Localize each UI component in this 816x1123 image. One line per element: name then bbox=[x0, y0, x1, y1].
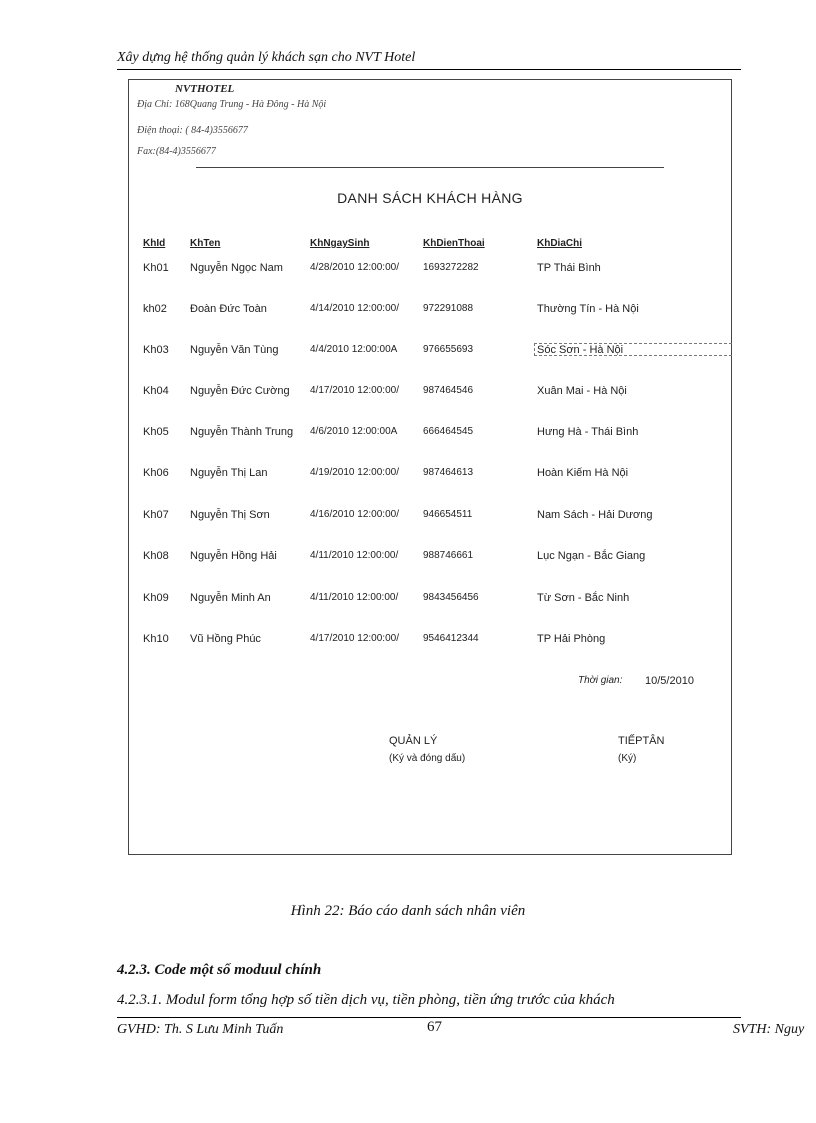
row-address: Thường Tín - Hà Nội bbox=[537, 303, 639, 315]
report-time-label: Thời gian: bbox=[578, 675, 623, 686]
row-phone: 9546412344 bbox=[423, 633, 479, 644]
row-id: Kh08 bbox=[143, 550, 169, 562]
row-id: Kh09 bbox=[143, 592, 169, 604]
row-phone: 666464545 bbox=[423, 426, 474, 437]
row-address: Sóc Sơn - Hà Nội bbox=[537, 344, 624, 356]
page-number: 67 bbox=[427, 1019, 442, 1035]
row-birthdate: 4/11/2010 12:00:00/ bbox=[310, 592, 399, 603]
column-header-address: KhDiaChi bbox=[537, 238, 582, 249]
row-name: Nguyễn Hồng Hải bbox=[190, 550, 277, 562]
row-name: Đoàn Đức Toàn bbox=[190, 303, 267, 315]
row-name: Vũ Hồng Phúc bbox=[190, 633, 261, 645]
row-birthdate: 4/17/2010 12:00:00/ bbox=[310, 633, 399, 644]
row-id: Kh05 bbox=[143, 426, 169, 438]
reception-label: TIẾPTÂN bbox=[618, 735, 665, 747]
row-name: Nguyễn Thị Sơn bbox=[190, 509, 270, 521]
report-company-name: NVTHOTEL bbox=[175, 83, 235, 95]
document-header: Xây dựng hệ thống quản lý khách sạn cho NVT Hotel bbox=[117, 50, 416, 65]
row-address: TP Thái Bình bbox=[537, 262, 601, 274]
row-id: Kh01 bbox=[143, 262, 169, 274]
footer-instructor: GVHD: Th. S Lưu Minh Tuấn bbox=[117, 1022, 284, 1037]
row-phone: 988746661 bbox=[423, 550, 474, 561]
row-id: Kh07 bbox=[143, 509, 169, 521]
row-id: Kh04 bbox=[143, 385, 169, 397]
column-header-birthdate: KhNgaySinh bbox=[310, 238, 370, 249]
row-name: Nguyễn Minh An bbox=[190, 592, 271, 604]
report-phone: Điện thoại: ( 84-4)3556677 bbox=[137, 125, 248, 136]
row-birthdate: 4/6/2010 12:00:00A bbox=[310, 426, 398, 437]
row-name: Nguyễn Thành Trung bbox=[190, 426, 294, 438]
row-id: Kh03 bbox=[143, 344, 169, 356]
row-address: Từ Sơn - Bắc Ninh bbox=[537, 592, 630, 604]
row-address: TP Hải Phòng bbox=[537, 633, 606, 645]
footer-student: SVTH: Nguy bbox=[733, 1022, 805, 1037]
row-address: Nam Sách - Hải Dương bbox=[537, 509, 653, 521]
row-id: Kh06 bbox=[143, 467, 169, 479]
row-phone: 987464613 bbox=[423, 467, 474, 478]
row-birthdate: 4/17/2010 12:00:00/ bbox=[310, 385, 399, 396]
footer-divider bbox=[117, 1017, 741, 1018]
row-birthdate: 4/4/2010 12:00:00A bbox=[310, 344, 398, 355]
row-birthdate: 4/28/2010 12:00:00/ bbox=[310, 262, 399, 273]
manager-sign-note: (Ký và đóng dấu) bbox=[389, 753, 466, 764]
row-phone: 976655693 bbox=[423, 344, 474, 355]
figure-caption: Hình 22: Báo cáo danh sách nhân viên bbox=[290, 903, 526, 919]
column-header-id: KhId bbox=[143, 238, 166, 249]
row-address: Xuân Mai - Hà Nội bbox=[537, 385, 627, 397]
row-name: Nguyễn Văn Tùng bbox=[190, 344, 279, 356]
row-address: Hưng Hà - Thái Bình bbox=[537, 426, 639, 438]
column-header-name: KhTen bbox=[190, 238, 221, 249]
row-phone: 972291088 bbox=[423, 303, 474, 314]
row-address: Hoàn Kiếm Hà Nội bbox=[537, 467, 629, 479]
header-divider bbox=[117, 69, 741, 70]
row-birthdate: 4/16/2010 12:00:00/ bbox=[310, 509, 399, 520]
row-address: Lục Ngạn - Bắc Giang bbox=[537, 550, 646, 562]
column-header-phone: KhDienThoai bbox=[423, 238, 485, 249]
report-divider bbox=[196, 167, 664, 168]
row-name: Nguyễn Ngọc Nam bbox=[190, 262, 283, 274]
report-time-value: 10/5/2010 bbox=[645, 675, 694, 687]
row-birthdate: 4/14/2010 12:00:00/ bbox=[310, 303, 399, 314]
row-phone: 987464546 bbox=[423, 385, 474, 396]
report-address: Địa Chỉ: 168Quang Trung - Hà Đông - Hà Nội bbox=[137, 99, 327, 110]
row-phone: 946654511 bbox=[423, 509, 473, 520]
report-title: DANH SÁCH KHÁCH HÀNG bbox=[337, 190, 523, 206]
reception-sign-note: (Ký) bbox=[618, 753, 637, 764]
report-fax: Fax:(84-4)3556677 bbox=[137, 146, 216, 157]
manager-label: QUẢN LÝ bbox=[389, 735, 438, 747]
row-id: Kh10 bbox=[143, 633, 169, 645]
row-phone: 9843456456 bbox=[423, 592, 479, 603]
subsection-heading: 4.2.3.1. Modul form tổng hợp số tiền dịch vụ, tiền phòng, tiền ứng trước của khách bbox=[117, 992, 615, 1008]
row-birthdate: 4/11/2010 12:00:00/ bbox=[310, 550, 399, 561]
row-id: kh02 bbox=[143, 303, 167, 315]
row-name: Nguyễn Đức Cường bbox=[190, 385, 290, 397]
row-phone: 1693272282 bbox=[423, 262, 479, 273]
row-birthdate: 4/19/2010 12:00:00/ bbox=[310, 467, 399, 478]
section-heading: 4.2.3. Code một số moduul chính bbox=[117, 962, 322, 978]
row-name: Nguyễn Thị Lan bbox=[190, 467, 268, 479]
